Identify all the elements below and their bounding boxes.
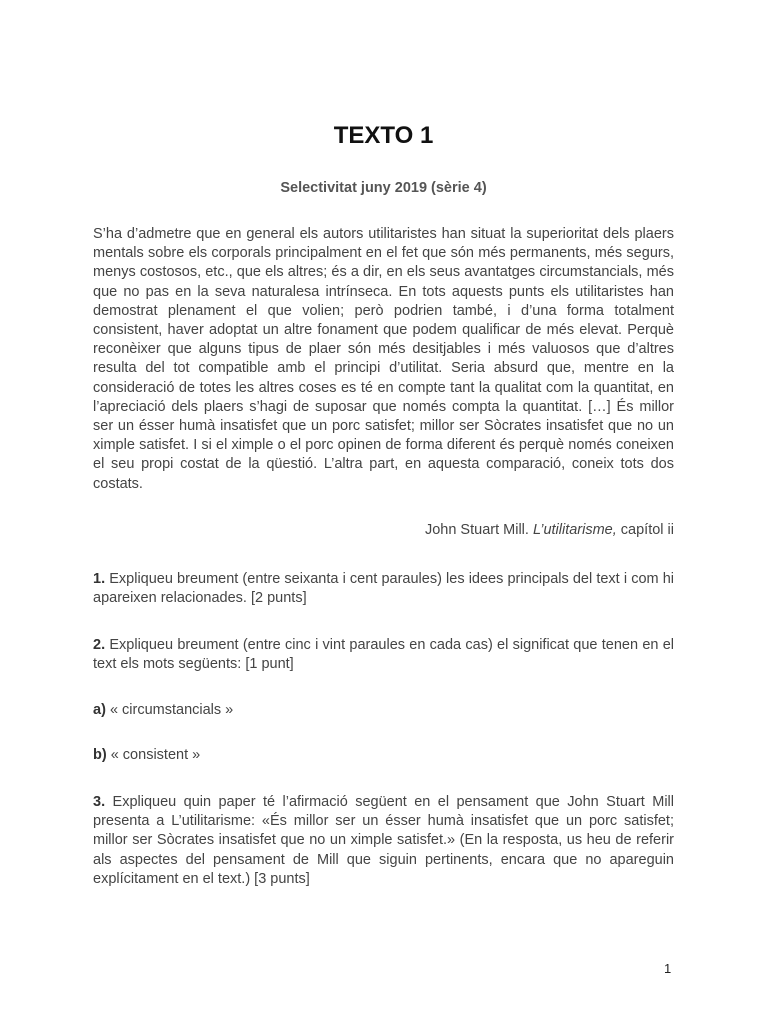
page-title: TEXTO 1 (333, 122, 434, 149)
question-number: 1. (93, 571, 106, 587)
question-text: « consistent » (110, 747, 201, 763)
question-number: b) (93, 747, 107, 763)
exam-subtitle: Selectivitat juny 2019 (sèrie 4) (280, 180, 487, 196)
source-text-paragraph: S’ha d’admetre que en general els autors utilitaristes han situat la superioritat dels plaers mentals sobre els corporals principalment en el fet que són més permanents, més segurs, menys costosos, etc., que els altres; és a dir, en els seus avantatges circumstancials, més que no pas en la seva naturalesa intrínseca. En tots aquests punts els utilitaristes han demostrat plenament el que volien; però podrien també, i d’una forma totalment consistent, haver adoptat un altre fonament que podem qualificar de més elevat. Perquè reconèixer que alguns tipus de plaer són més desitjables i més valuosos que d’altres resulta del tot compatible amb el principi d’utilitat. Seria absurd que, mentre en la consideració de totes les altres coses es té en compte tant la qualitat com la quantitat, en l’apreciació dels plaers s’hagi de suposar que només compta la quantitat. […] És millor ser un ésser humà insatisfet que un porc satisfet; millor ser Sòcrates insatisfet que no un ximple satisfet. I si el ximple o el porc opinen de forma diferent és perquè només coneixen el seu propi costat de la qüestió. L’altra part, en aquesta comparació, coneix tots dos costats. (93, 226, 674, 492)
question-number: 2. (93, 637, 106, 653)
question-3 (93, 793, 674, 889)
page-number: 1 (664, 961, 672, 976)
question-2 (93, 636, 674, 674)
citation-work: L’utilitarisme, (532, 522, 617, 538)
citation-chapter: capítol ii (620, 522, 674, 538)
source-citation (425, 522, 674, 538)
question-text: Expliqueu breument (entre seixanta i cent paraules) les idees principals del text i com hi apareixen relacionades. [2 punts] (93, 571, 674, 607)
question-2b (93, 746, 674, 765)
question-text: « circumstancials » (109, 702, 234, 718)
question-text: Expliqueu quin paper té l’afirmació següent en el pensament que John Stuart Mill presenta a L’utilitarisme: «És millor ser un ésser humà insatisfet que un porc satisfet; millor ser Sòcrates insatisfet que no un ximple satisfet.» (En la resposta, us heu de referir als aspectes del pensament de Mill que siguin pertinents, encara que no apareguin explícitament en el text.) [3 punts] (93, 794, 674, 887)
question-text: Expliqueu breument (entre cinc i vint paraules en cada cas) el significat que tenen en el text els mots següents: [1 punt] (93, 637, 675, 673)
question-1 (93, 570, 674, 608)
question-number: 3. (93, 794, 106, 810)
citation-author: John Stuart Mill. (424, 522, 529, 538)
question-2a (93, 701, 674, 720)
question-number: a) (93, 702, 106, 718)
